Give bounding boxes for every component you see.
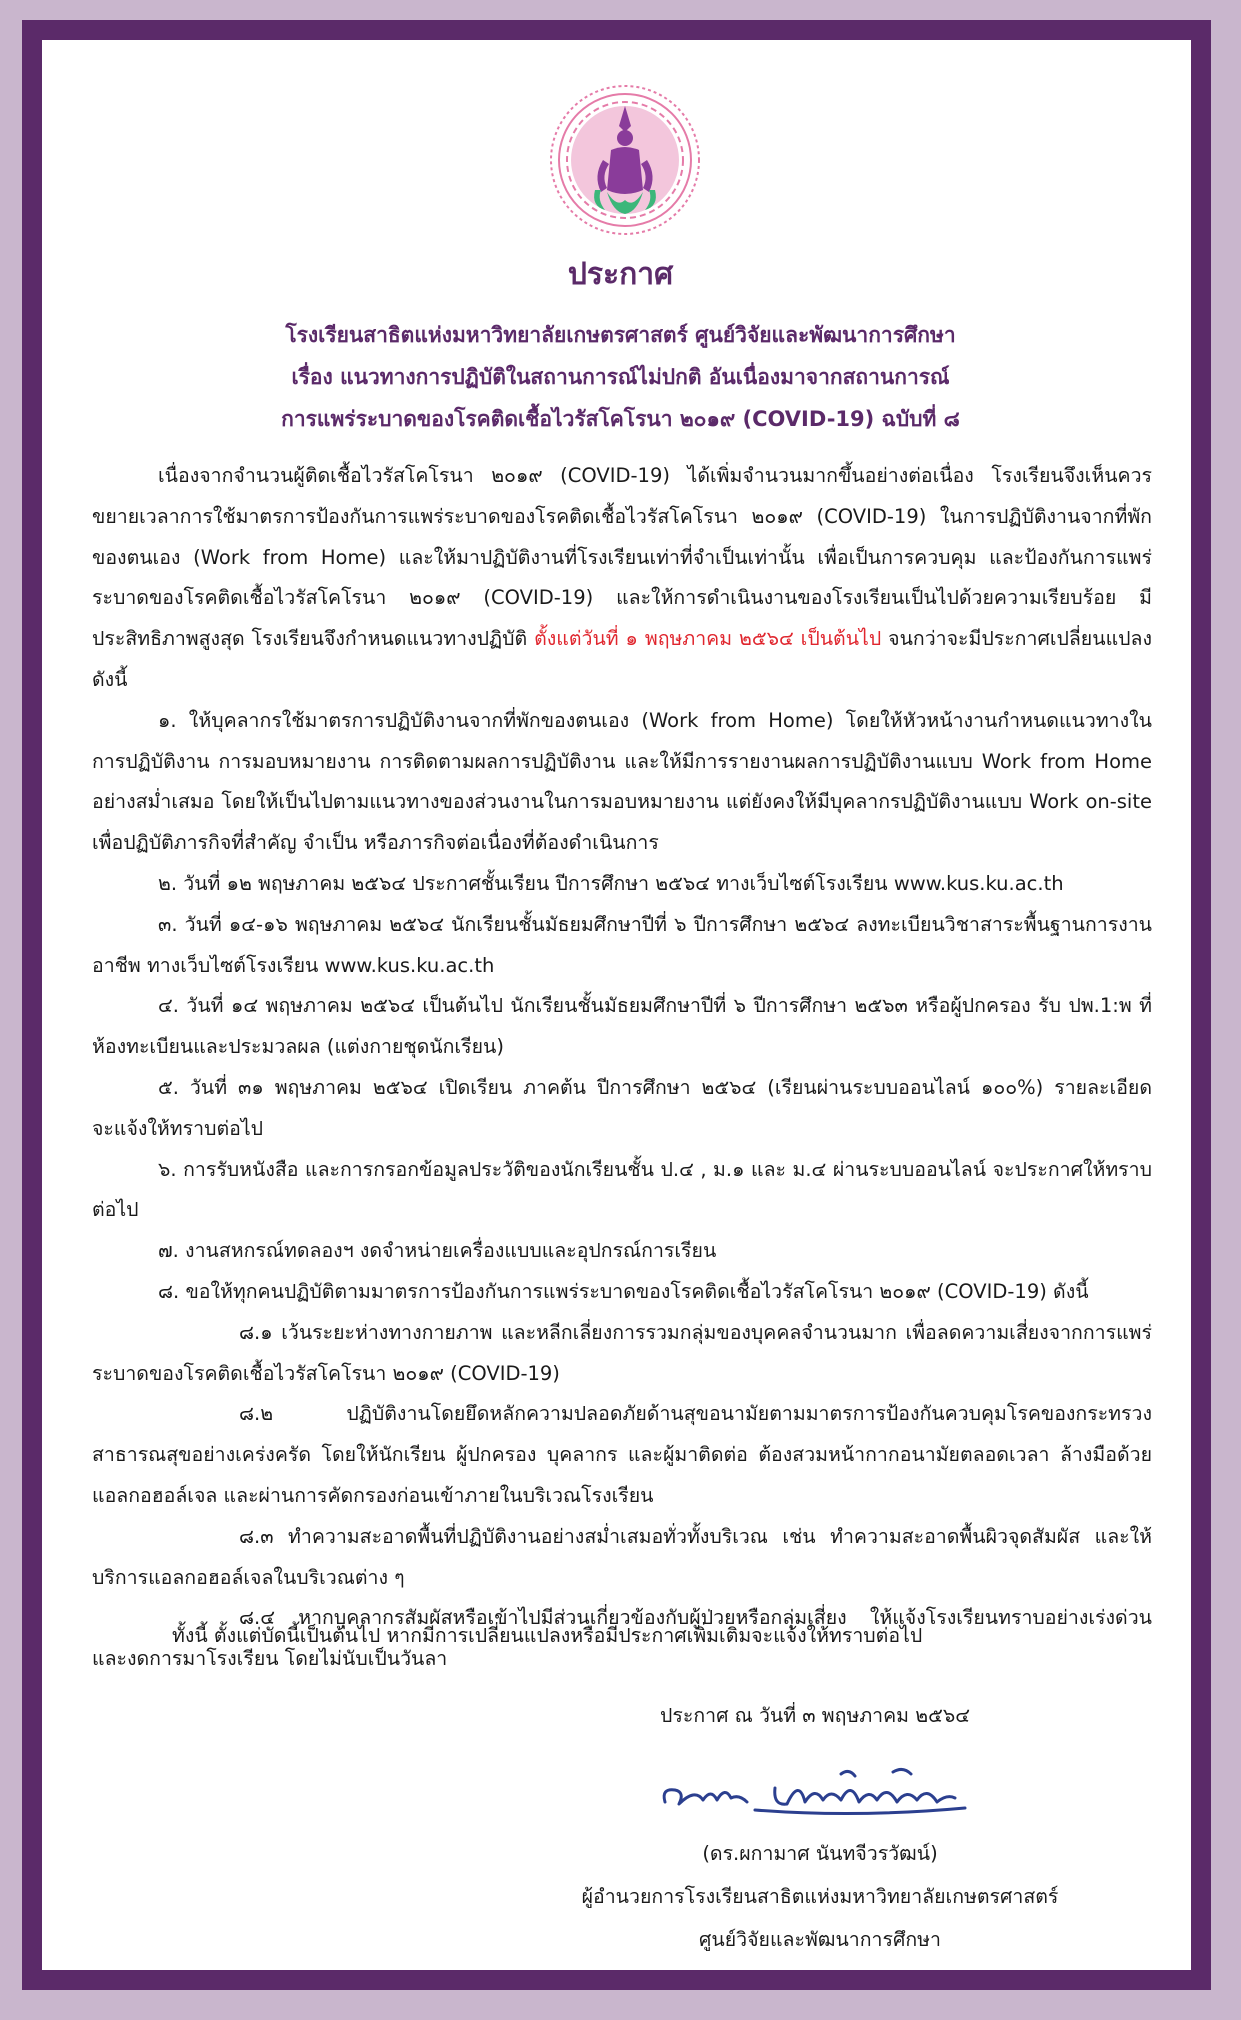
item-6: ๖. การรับหนังสือ และการกรอกข้อมูลประวัติของนักเรียนชั้น ป.๔ , ม.๑ และ ม.๔ ผ่านระบบออนไลน์ จะประกาศให้ทราบต่อไป [92, 1157, 1152, 1222]
subitem-8-4: ๘.๔ หากบุคลากรสัมผัสหรือเข้าไปมีส่วนเกี่ยวข้องกับผู้ป่วยหรือกลุ่มเสี่ยง ให้แจ้งโรงเรียนทราบอย่างเร่งด่วน และงดการมาโรงเรียน โดยไม่นับเป็นวันลา [92, 1606, 1152, 1671]
announcement-body [92, 456, 1152, 1680]
subtitle-school: โรงเรียนสาธิตแห่งมหาวิทยาลัยเกษตรศาสตร์ ศูนย์วิจัยและพัฒนาการศึกษา [285, 323, 956, 347]
subitem-8-2: ๘.๒ ปฏิบัติงานโดยยึดหลักความปลอดภัยด้านสุขอนามัยตามมาตรการป้องกันควบคุมโรคของกระทรวงสาธารณสุขอย่างเคร่งครัด โดยให้นักเรียน ผู้ปกครอง บุคลากร และผู้มาติดต่อ ต้องสวมหน้ากากอนามัยตลอดเวลา ล้างมือด้วยแอลกอฮอล์เจล และผ่านการคัดกรองก่อนเข้าภายในบริเวณโรงเรียน [92, 1402, 1152, 1507]
intro-text-end: จนกว่าจะมีประกาศเปลี่ยนแปลง ดังนี้ [92, 627, 1152, 691]
item-2: ๒. วันที่ ๑๒ พฤษภาคม ๒๕๖๔ ประกาศชั้นเรียน ปีการศึกษา ๒๕๖๔ ทางเว็บไซต์โรงเรียน www.kus.ku.ac.th [158, 871, 1064, 895]
subitem-8-1: ๘.๑ เว้นระยะห่างทางกายภาพ และหลีกเลี่ยงการรวมกลุ่มของบุคคลจำนวนมาก เพื่อลดความเสี่ยงจากการแพร่ระบาดของโรคติดเชื้อไวรัสโคโรนา ๒๐๑๙ (COVID-19) [92, 1320, 1152, 1385]
item-5: ๕. วันที่ ๓๑ พฤษภาคม ๒๕๖๔ เปิดเรียน ภาคต้น ปีการศึกษา ๒๕๖๔ (เรียนผ่านระบบออนไลน์ ๑๐๐%) รายละเอียดจะแจ้งให้ทราบต่อไป [92, 1075, 1152, 1140]
intro-text: เนื่องจากจำนวนผู้ติดเชื้อไวรัสโคโรนา ๒๐๑๙ (COVID-19) ได้เพิ่มจำนวนมากขึ้นอย่างต่อเนื่อง โรงเรียนจึงเห็นควรขยายเวลาการใช้มาตรการป้องกันการแพร่ระบาดของโรคติดเชื้อไวรัสโคโรนา ๒๐๑๙ (COVID-19) ในการปฏิบัติงานจากที่พักของตนเอง (Work from Home) และให้มาปฏิบัติงานที่โรงเรียนเท่าที่จำเป็นเท่านั้น เพื่อเป็นการควบคุม และป้องกันการแพร่ระบาดของโรคติดเชื้อไวรัสโคโรนา ๒๐๑๙ (COVID-19) และให้การดำเนินงานของโรงเรียนเป็นไปด้วยความเรียบร้อย มีประสิทธิภาพสูงสุด โรงเรียนจึงกำหนดแนวทางปฏิบัติ [92, 464, 1152, 651]
signer-organization: ศูนย์วิจัยและพัฒนาการศึกษา [699, 1928, 941, 1951]
intro-paragraph [92, 456, 1152, 701]
handwritten-signature-icon [655, 1758, 985, 1828]
signer-position: ผู้อำนวยการโรงเรียนสาธิตแห่งมหาวิทยาลัยเกษตรศาสตร์ [581, 1885, 1059, 1908]
signer-name: (ดร.ผกามาศ นันทจีวรวัฒน์) [702, 1842, 938, 1865]
subtitle-subject: เรื่อง แนวทางการปฏิบัติในสถานการณ์ไม่ปกติ อันเนื่องมาจากสถานการณ์ [291, 365, 950, 389]
effective-date-highlight: ตั้งแต่วันที่ ๑ พฤษภาคม ๒๕๖๔ เป็นต้นไป [534, 627, 882, 651]
item-4: ๔. วันที่ ๑๔ พฤษภาคม ๒๕๖๔ เป็นต้นไป นักเรียนชั้นมัธยมศึกษาปีที่ ๖ ปีการศึกษา ๒๕๖๓ หรือผู้ปกครอง รับ ปพ.1:พ ที่ห้องทะเบียนและประมวลผล (แต่งกายชุดนักเรียน) [92, 994, 1152, 1059]
item-7: ๗. งานสหกรณ์ทดลองฯ งดจำหน่ายเครื่องแบบและอุปกรณ์การเรียน [158, 1239, 717, 1263]
item-8: ๘. ขอให้ทุกคนปฏิบัติตามมาตรการป้องกันการแพร่ระบาดของโรคติดเชื้อไวรัสโคโรนา ๒๐๑๙ (COVID-19) ดังนี้ [158, 1279, 1089, 1303]
announcement-date: ประกาศ ณ วันที่ ๓ พฤษภาคม ๒๕๖๔ [660, 1704, 970, 1727]
school-emblem-icon [545, 80, 705, 240]
item-1: ๑. ให้บุคลากรใช้มาตรการปฏิบัติงานจากที่พักของตนเอง (Work from Home) โดยให้หัวหน้างานกำหนดแนวทางในการปฏิบัติงาน การมอบหมายงาน การติดตามผลการปฏิบัติงาน และให้มีการรายงานผลการปฏิบัติงานแบบ Work from Home อย่างสม่ำเสมอ โดยให้เป็นไปตามแนวทางของส่วนงานในการมอบหมายงาน แต่ยังคงให้มีบุคลากรปฏิบัติงานแบบ Work on-site เพื่อปฏิบัติภารกิจที่สำคัญ จำเป็น หรือภารกิจต่อเนื่องที่ต้องดำเนินการ [92, 708, 1152, 855]
announcement-title: ประกาศ [567, 257, 674, 292]
subtitle-covid: การแพร่ระบาดของโรคติดเชื้อไวรัสโคโรนา ๒๐๑๙ (COVID-19) ฉบับที่ ๘ [281, 407, 960, 431]
closing-statement: ทั้งนี้ ตั้งแต่บัดนี้เป็นต้นไป หากมีการเปลี่ยนแปลงหรือมีประกาศเพิ่มเติมจะแจ้งให้ทราบต่อไป [172, 1624, 923, 1647]
item-3: ๓. วันที่ ๑๔-๑๖ พฤษภาคม ๒๕๖๔ นักเรียนชั้นมัธยมศึกษาปีที่ ๖ ปีการศึกษา ๒๕๖๔ ลงทะเบียนวิชาสาระพื้นฐานการงานอาชีพ ทางเว็บไซต์โรงเรียน www.kus.ku.ac.th [92, 912, 1152, 977]
subitem-8-3: ๘.๓ ทำความสะอาดพื้นที่ปฏิบัติงานอย่างสม่ำเสมอทั่วทั้งบริเวณ เช่น ทำความสะอาดพื้นผิวจุดสัมผัส และให้บริการแอลกอฮอล์เจลในบริเวณต่าง ๆ [92, 1524, 1152, 1589]
